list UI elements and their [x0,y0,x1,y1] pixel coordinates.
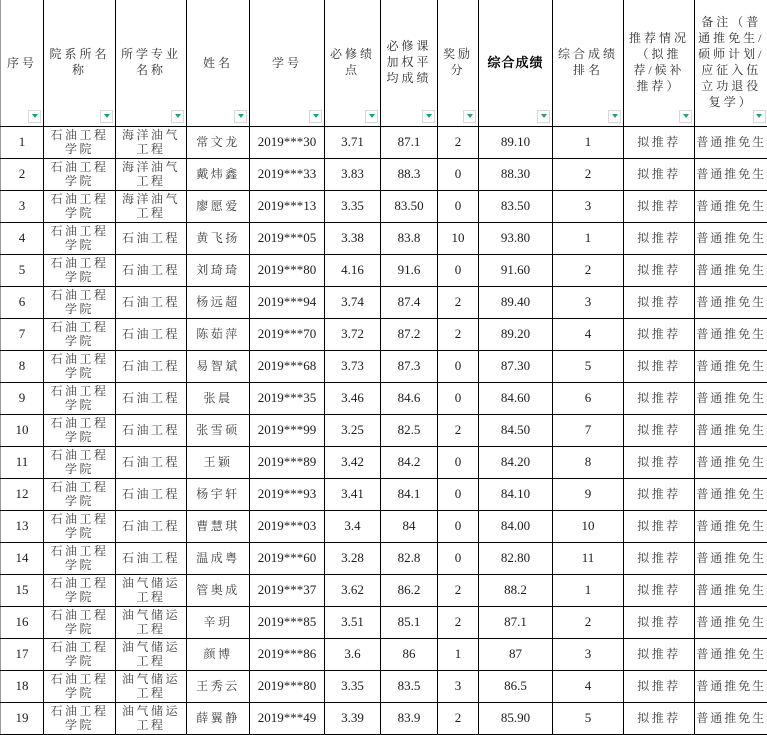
cell-index: 12 [1,478,44,510]
filter-arrow-icon [683,114,689,118]
cell-index: 7 [1,318,44,350]
cell-rank: 9 [553,478,624,510]
cell-major: 石油工程 [116,542,187,574]
cell-recommendation: 拟推荐 [624,318,695,350]
cell-student_id: 2019***35 [250,382,325,414]
table-row [1,286,767,318]
cell-name: 张雪硕 [187,414,250,446]
cell-college: 石油工程学院 [44,638,116,670]
col-header-college [44,0,116,126]
cell-major: 油气储运工程 [116,574,187,606]
cell-rank: 1 [553,574,624,606]
table-row [1,638,767,670]
cell-note: 普通推免生 [695,190,767,222]
cell-bonus: 2 [438,318,479,350]
cell-note: 普通推免生 [695,222,767,254]
cell-note: 普通推免生 [695,126,767,158]
cell-name: 薛翼静 [187,702,250,734]
cell-major: 石油工程 [116,286,187,318]
column-label: 综合成绩排名 [555,46,621,78]
cell-total: 87.1 [479,606,553,638]
cell-index: 1 [1,126,44,158]
cell-index: 19 [1,702,44,734]
cell-name: 刘琦琦 [187,254,250,286]
table-row [1,670,767,702]
cell-college: 石油工程学院 [44,382,116,414]
cell-college: 石油工程学院 [44,478,116,510]
filter-arrow-icon [369,114,375,118]
cell-weighted_avg: 83.8 [381,222,438,254]
filter-arrow-icon [32,114,38,118]
cell-major: 油气储运工程 [116,670,187,702]
cell-recommendation: 拟推荐 [624,286,695,318]
cell-total: 87.30 [479,350,553,382]
column-label: 必修课加权平均成绩 [383,38,435,86]
cell-rank: 8 [553,446,624,478]
cell-recommendation: 拟推荐 [624,126,695,158]
cell-recommendation: 拟推荐 [624,670,695,702]
header-row [1,0,767,126]
cell-bonus: 2 [438,606,479,638]
cell-student_id: 2019***80 [250,670,325,702]
col-header-index [1,0,44,126]
cell-college: 石油工程学院 [44,126,116,158]
cell-note: 普通推免生 [695,638,767,670]
cell-rank: 6 [553,382,624,414]
cell-recommendation: 拟推荐 [624,222,695,254]
cell-student_id: 2019***05 [250,222,325,254]
cell-bonus: 0 [438,254,479,286]
cell-index: 14 [1,542,44,574]
col-header-note [695,0,767,126]
cell-gpa: 3.38 [325,222,381,254]
filter-arrow-icon [238,114,244,118]
cell-rank: 2 [553,158,624,190]
col-header-total [479,0,553,126]
cell-college: 石油工程学院 [44,574,116,606]
col-header-student_id [250,0,325,126]
cell-bonus: 0 [438,446,479,478]
cell-college: 石油工程学院 [44,606,116,638]
column-label: 推荐情况（拟推荐/候补推荐） [626,30,692,94]
cell-gpa: 3.35 [325,670,381,702]
table-row [1,318,767,350]
cell-bonus: 0 [438,510,479,542]
cell-total: 83.50 [479,190,553,222]
cell-recommendation: 拟推荐 [624,574,695,606]
cell-total: 89.10 [479,126,553,158]
cell-name: 廖愿爱 [187,190,250,222]
cell-weighted_avg: 86.2 [381,574,438,606]
cell-student_id: 2019***60 [250,542,325,574]
cell-rank: 2 [553,254,624,286]
filter-arrow-icon [467,114,473,118]
cell-weighted_avg: 84.6 [381,382,438,414]
cell-rank: 5 [553,350,624,382]
cell-rank: 3 [553,638,624,670]
cell-weighted_avg: 83.50 [381,190,438,222]
cell-rank: 3 [553,286,624,318]
cell-total: 91.60 [479,254,553,286]
cell-major: 石油工程 [116,382,187,414]
cell-name: 温成粤 [187,542,250,574]
col-header-major [116,0,187,126]
cell-recommendation: 拟推荐 [624,606,695,638]
cell-major: 油气储运工程 [116,606,187,638]
filter-dropdown-button[interactable] [537,110,550,123]
cell-note: 普通推免生 [695,606,767,638]
cell-college: 石油工程学院 [44,158,116,190]
cell-note: 普通推免生 [695,702,767,734]
cell-name: 曹慧琪 [187,510,250,542]
cell-major: 海洋油气工程 [116,190,187,222]
cell-index: 5 [1,254,44,286]
cell-bonus: 2 [438,286,479,318]
cell-major: 石油工程 [116,254,187,286]
filter-arrow-icon [104,114,110,118]
cell-gpa: 3.74 [325,286,381,318]
cell-note: 普通推免生 [695,574,767,606]
filter-dropdown-button[interactable] [234,110,247,123]
cell-student_id: 2019***30 [250,126,325,158]
filter-dropdown-button[interactable] [608,110,621,123]
table-header [1,0,767,126]
cell-weighted_avg: 83.5 [381,670,438,702]
table-row [1,350,767,382]
cell-major: 石油工程 [116,478,187,510]
cell-bonus: 1 [438,638,479,670]
cell-note: 普通推免生 [695,286,767,318]
col-header-rank [553,0,624,126]
cell-recommendation: 拟推荐 [624,702,695,734]
filter-dropdown-button[interactable] [463,110,476,123]
cell-bonus: 2 [438,702,479,734]
table-body [1,126,767,734]
cell-bonus: 0 [438,158,479,190]
cell-note: 普通推免生 [695,478,767,510]
filter-arrow-icon [756,114,762,118]
cell-total: 88.2 [479,574,553,606]
cell-gpa: 3.28 [325,542,381,574]
cell-major: 油气储运工程 [116,638,187,670]
cell-student_id: 2019***37 [250,574,325,606]
cell-bonus: 2 [438,414,479,446]
cell-rank: 2 [553,606,624,638]
cell-bonus: 0 [438,350,479,382]
cell-note: 普通推免生 [695,670,767,702]
filter-arrow-icon [313,114,319,118]
cell-note: 普通推免生 [695,510,767,542]
cell-major: 海洋油气工程 [116,158,187,190]
cell-gpa: 3.41 [325,478,381,510]
cell-college: 石油工程学院 [44,286,116,318]
filter-arrow-icon [541,114,547,118]
table-row [1,446,767,478]
cell-college: 石油工程学院 [44,350,116,382]
filter-arrow-icon [612,114,618,118]
cell-bonus: 0 [438,382,479,414]
cell-weighted_avg: 84.1 [381,478,438,510]
cell-major: 石油工程 [116,510,187,542]
cell-index: 11 [1,446,44,478]
table-row [1,254,767,286]
cell-total: 84.20 [479,446,553,478]
cell-gpa: 4.16 [325,254,381,286]
cell-total: 84.50 [479,414,553,446]
column-label: 必修绩点 [327,46,378,78]
cell-note: 普通推免生 [695,542,767,574]
cell-weighted_avg: 82.8 [381,542,438,574]
cell-college: 石油工程学院 [44,254,116,286]
cell-student_id: 2019***89 [250,446,325,478]
table-row [1,542,767,574]
cell-college: 石油工程学院 [44,446,116,478]
cell-student_id: 2019***49 [250,702,325,734]
table-row [1,702,767,734]
cell-gpa: 3.46 [325,382,381,414]
table-row [1,190,767,222]
table-row [1,510,767,542]
cell-note: 普通推免生 [695,254,767,286]
cell-major: 石油工程 [116,222,187,254]
column-label: 奖励分 [440,46,476,78]
cell-weighted_avg: 87.3 [381,350,438,382]
cell-total: 93.80 [479,222,553,254]
filter-dropdown-button[interactable] [100,110,113,123]
col-header-weighted_avg [381,0,438,126]
filter-dropdown-button[interactable] [309,110,322,123]
column-label: 所学专业名称 [118,46,184,78]
cell-recommendation: 拟推荐 [624,638,695,670]
cell-name: 管奥成 [187,574,250,606]
cell-recommendation: 拟推荐 [624,254,695,286]
cell-rank: 4 [553,318,624,350]
cell-rank: 10 [553,510,624,542]
cell-total: 89.40 [479,286,553,318]
cell-bonus: 2 [438,126,479,158]
table-row [1,126,767,158]
cell-name: 常文龙 [187,126,250,158]
cell-bonus: 0 [438,542,479,574]
cell-name: 黄飞扬 [187,222,250,254]
filter-arrow-icon [426,114,432,118]
cell-note: 普通推免生 [695,382,767,414]
cell-index: 3 [1,190,44,222]
cell-major: 石油工程 [116,446,187,478]
cell-name: 杨远超 [187,286,250,318]
cell-major: 石油工程 [116,318,187,350]
cell-weighted_avg: 87.1 [381,126,438,158]
cell-name: 陈茹萍 [187,318,250,350]
cell-college: 石油工程学院 [44,510,116,542]
col-header-name [187,0,250,126]
cell-recommendation: 拟推荐 [624,158,695,190]
cell-gpa: 3.72 [325,318,381,350]
cell-student_id: 2019***94 [250,286,325,318]
col-header-gpa [325,0,381,126]
cell-weighted_avg: 85.1 [381,606,438,638]
filter-dropdown-button[interactable] [171,110,184,123]
cell-gpa: 3.39 [325,702,381,734]
cell-college: 石油工程学院 [44,670,116,702]
cell-total: 89.20 [479,318,553,350]
cell-total: 84.10 [479,478,553,510]
cell-note: 普通推免生 [695,446,767,478]
cell-index: 10 [1,414,44,446]
cell-total: 84.60 [479,382,553,414]
cell-college: 石油工程学院 [44,414,116,446]
cell-college: 石油工程学院 [44,542,116,574]
cell-college: 石油工程学院 [44,318,116,350]
cell-weighted_avg: 88.3 [381,158,438,190]
cell-total: 84.00 [479,510,553,542]
cell-recommendation: 拟推荐 [624,382,695,414]
cell-name: 王颖 [187,446,250,478]
table-row [1,382,767,414]
cell-total: 86.5 [479,670,553,702]
filter-dropdown-button[interactable] [753,110,766,123]
cell-name: 戴炜鑫 [187,158,250,190]
col-header-recommendation [624,0,695,126]
cell-major: 油气储运工程 [116,702,187,734]
cell-total: 88.30 [479,158,553,190]
column-label: 备注（普通推免生/硕师计划/应征入伍立功退役复学） [697,14,766,110]
table-row [1,414,767,446]
cell-name: 辛玥 [187,606,250,638]
cell-total: 82.80 [479,542,553,574]
cell-gpa: 3.35 [325,190,381,222]
cell-gpa: 3.25 [325,414,381,446]
table-row [1,574,767,606]
cell-weighted_avg: 82.5 [381,414,438,446]
cell-weighted_avg: 91.6 [381,254,438,286]
cell-weighted_avg: 84 [381,510,438,542]
column-label: 综合成绩 [487,55,543,71]
cell-rank: 5 [553,702,624,734]
cell-recommendation: 拟推荐 [624,350,695,382]
cell-index: 13 [1,510,44,542]
cell-student_id: 2019***68 [250,350,325,382]
column-label: 序号 [7,55,37,71]
cell-gpa: 3.62 [325,574,381,606]
cell-weighted_avg: 83.9 [381,702,438,734]
table-row [1,222,767,254]
cell-major: 石油工程 [116,350,187,382]
cell-student_id: 2019***99 [250,414,325,446]
column-label: 院系所名称 [46,46,113,78]
cell-rank: 1 [553,222,624,254]
cell-gpa: 3.4 [325,510,381,542]
cell-name: 王秀云 [187,670,250,702]
cell-note: 普通推免生 [695,158,767,190]
cell-gpa: 3.83 [325,158,381,190]
cell-index: 2 [1,158,44,190]
table-row [1,606,767,638]
cell-bonus: 0 [438,478,479,510]
cell-index: 4 [1,222,44,254]
cell-note: 普通推免生 [695,414,767,446]
cell-index: 15 [1,574,44,606]
cell-recommendation: 拟推荐 [624,414,695,446]
filter-dropdown-button[interactable] [365,110,378,123]
cell-name: 易智斌 [187,350,250,382]
cell-college: 石油工程学院 [44,190,116,222]
cell-major: 石油工程 [116,414,187,446]
cell-gpa: 3.42 [325,446,381,478]
cell-major: 海洋油气工程 [116,126,187,158]
cell-weighted_avg: 87.4 [381,286,438,318]
cell-student_id: 2019***93 [250,478,325,510]
cell-weighted_avg: 84.2 [381,446,438,478]
cell-index: 8 [1,350,44,382]
cell-rank: 3 [553,190,624,222]
cell-gpa: 3.51 [325,606,381,638]
cell-student_id: 2019***80 [250,254,325,286]
cell-student_id: 2019***03 [250,510,325,542]
cell-total: 87 [479,638,553,670]
cell-bonus: 0 [438,190,479,222]
cell-recommendation: 拟推荐 [624,478,695,510]
cell-index: 18 [1,670,44,702]
cell-name: 颜博 [187,638,250,670]
cell-weighted_avg: 87.2 [381,318,438,350]
cell-note: 普通推免生 [695,350,767,382]
cell-student_id: 2019***13 [250,190,325,222]
cell-student_id: 2019***70 [250,318,325,350]
filter-arrow-icon [175,114,181,118]
column-label: 学号 [272,55,302,71]
cell-rank: 1 [553,126,624,158]
cell-bonus: 2 [438,574,479,606]
column-label: 姓名 [203,55,233,71]
cell-name: 张晨 [187,382,250,414]
filter-dropdown-button[interactable] [422,110,435,123]
cell-gpa: 3.73 [325,350,381,382]
cell-total: 85.90 [479,702,553,734]
cell-bonus: 10 [438,222,479,254]
cell-bonus: 3 [438,670,479,702]
cell-recommendation: 拟推荐 [624,510,695,542]
cell-college: 石油工程学院 [44,222,116,254]
cell-name: 杨宇轩 [187,478,250,510]
cell-student_id: 2019***33 [250,158,325,190]
cell-rank: 7 [553,414,624,446]
cell-weighted_avg: 86 [381,638,438,670]
cell-recommendation: 拟推荐 [624,190,695,222]
cell-student_id: 2019***85 [250,606,325,638]
filter-dropdown-button[interactable] [28,110,41,123]
cell-index: 9 [1,382,44,414]
table-row [1,478,767,510]
table-row [1,158,767,190]
col-header-bonus [438,0,479,126]
cell-index: 16 [1,606,44,638]
cell-gpa: 3.71 [325,126,381,158]
filter-dropdown-button[interactable] [679,110,692,123]
cell-gpa: 3.6 [325,638,381,670]
cell-rank: 11 [553,542,624,574]
cell-student_id: 2019***86 [250,638,325,670]
cell-note: 普通推免生 [695,318,767,350]
cell-index: 6 [1,286,44,318]
cell-index: 17 [1,638,44,670]
cell-recommendation: 拟推荐 [624,446,695,478]
cell-rank: 4 [553,670,624,702]
cell-college: 石油工程学院 [44,702,116,734]
cell-recommendation: 拟推荐 [624,542,695,574]
